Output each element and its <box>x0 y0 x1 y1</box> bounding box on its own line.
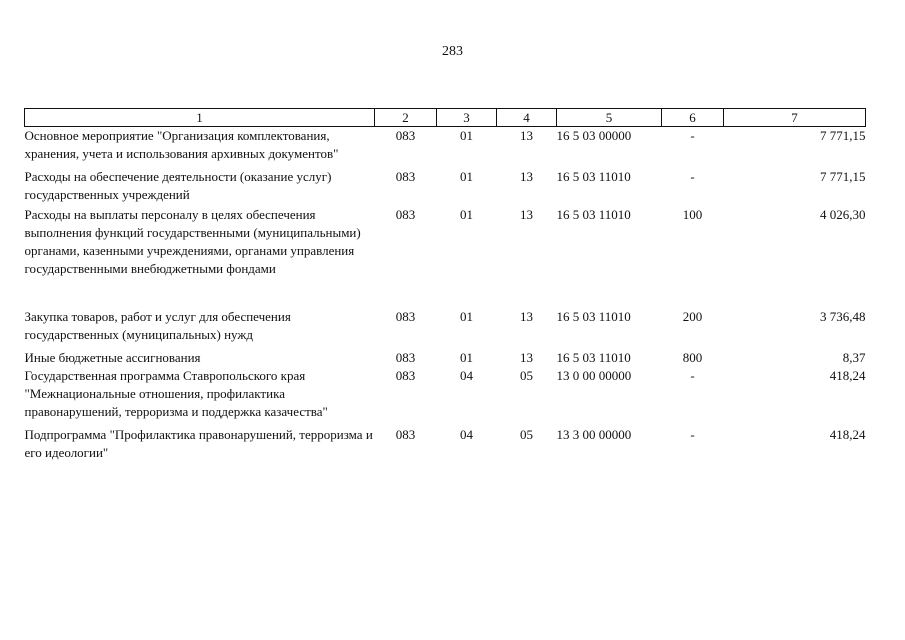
cell-col3: 01 <box>460 207 473 222</box>
column-header: 7 <box>724 109 866 127</box>
budget-table <box>24 108 866 462</box>
cell-col6: 200 <box>682 309 703 324</box>
cell-col4: 13 <box>520 309 533 324</box>
cell-col4: 13 <box>520 128 533 143</box>
cell-col2: 083 <box>395 368 416 383</box>
column-header: 1 <box>25 109 375 127</box>
cell-col2: 083 <box>395 309 416 324</box>
cell-col3: 04 <box>460 427 473 442</box>
cell-col6: - <box>690 128 695 143</box>
row-name: Основное мероприятие "Организация комплектования, хранения, учета и использования архивных документов" <box>24 128 339 161</box>
row-name: Государственная программа Ставропольского края "Межнациональные отношения, профилактика правонарушений, терроризма и поддержка казачества" <box>24 368 328 419</box>
table-row <box>25 349 866 367</box>
cell-col7: 4 026,30 <box>820 207 866 222</box>
table-header-row <box>25 109 866 127</box>
cell-col7: 7 771,15 <box>820 128 866 143</box>
cell-col5: 13 0 00 00000 <box>556 368 632 383</box>
table-row <box>25 168 866 206</box>
cell-col5: 16 5 03 11010 <box>556 169 631 184</box>
column-header: 4 <box>497 109 557 127</box>
cell-col7: 418,24 <box>829 427 866 442</box>
column-header: 3 <box>437 109 497 127</box>
row-name: Закупка товаров, работ и услуг для обеспечения государственных (муниципальных) нужд <box>24 309 291 342</box>
cell-col4: 13 <box>520 169 533 184</box>
cell-col5: 16 5 03 11010 <box>556 309 631 324</box>
column-header: 6 <box>662 109 724 127</box>
cell-col2: 083 <box>395 128 416 143</box>
cell-col6: - <box>690 169 695 184</box>
cell-col5: 13 3 00 00000 <box>556 427 632 442</box>
table-row <box>25 308 866 349</box>
cell-col7: 418,24 <box>829 368 866 383</box>
cell-col3: 01 <box>460 128 473 143</box>
cell-col6: - <box>690 368 695 383</box>
column-header: 2 <box>375 109 437 127</box>
cell-col4: 13 <box>520 207 533 222</box>
cell-col5: 16 5 03 11010 <box>556 207 631 222</box>
cell-col2: 083 <box>395 350 416 365</box>
cell-col6: 100 <box>682 207 703 222</box>
cell-col3: 01 <box>460 309 473 324</box>
cell-col2: 083 <box>395 207 416 222</box>
cell-col2: 083 <box>395 169 416 184</box>
table-row <box>25 367 866 426</box>
table-row <box>25 206 866 308</box>
cell-col5: 16 5 03 11010 <box>556 350 631 365</box>
cell-col2: 083 <box>395 427 416 442</box>
cell-col3: 01 <box>460 169 473 184</box>
table-row <box>25 127 866 169</box>
row-name: Расходы на выплаты персоналу в целях обеспечения выполнения функций государственными (муниципальными) органами, казенными учреждениями, органами управления государственными внебюджетными фондами <box>24 207 361 276</box>
cell-col4: 05 <box>520 427 533 442</box>
cell-col7: 3 736,48 <box>820 309 866 324</box>
row-name: Расходы на обеспечение деятельности (оказание услуг) государственных учреждений <box>24 169 332 202</box>
cell-col4: 05 <box>520 368 533 383</box>
cell-col4: 13 <box>520 350 533 365</box>
column-header: 5 <box>557 109 662 127</box>
table-row <box>25 426 866 462</box>
row-name: Иные бюджетные ассигнования <box>24 350 201 365</box>
cell-col5: 16 5 03 00000 <box>556 128 632 143</box>
page-number: 283 <box>442 44 463 59</box>
cell-col3: 04 <box>460 368 473 383</box>
row-name: Подпрограмма "Профилактика правонарушений, терроризма и его идеологии" <box>24 427 373 460</box>
cell-col6: - <box>690 427 695 442</box>
cell-col7: 8,37 <box>842 350 866 365</box>
cell-col7: 7 771,15 <box>820 169 866 184</box>
cell-col3: 01 <box>460 350 473 365</box>
cell-col6: 800 <box>682 350 703 365</box>
